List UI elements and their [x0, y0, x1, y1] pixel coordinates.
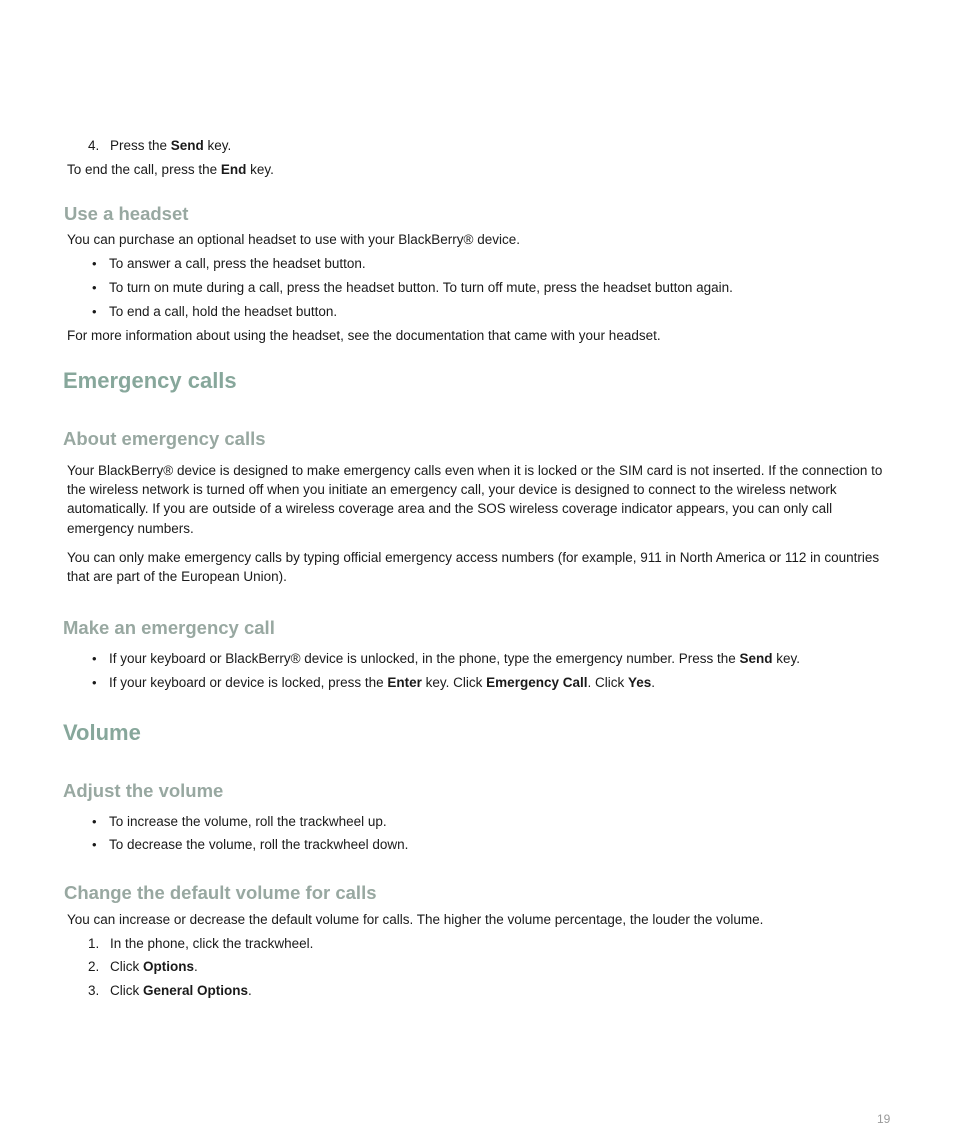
bullet-icon: •	[92, 814, 97, 829]
about-emergency-paragraph-2: You can only make emergency calls by typing official emergency access numbers (for example, 911 in North America or 112 in countries that are part of the European Union).	[67, 550, 880, 585]
use-headset-heading: Use a headset	[64, 203, 189, 224]
headset-intro: You can purchase an optional headset to use with your BlackBerry® device.	[67, 232, 520, 247]
step-number: 1.	[88, 936, 100, 951]
volume-heading: Volume	[63, 720, 141, 745]
bullet-icon: •	[92, 256, 97, 271]
send-key-label: Send	[170, 138, 204, 153]
headset-more-info: For more information about using the headset, see the documentation that came with your headset.	[67, 328, 661, 343]
list-item: • If your keyboard or device is locked, press the Enter key. Click Emergency Call. Click Yes.	[92, 675, 656, 690]
adjust-volume-heading: Adjust the volume	[63, 780, 224, 801]
step-number: 3.	[88, 983, 100, 998]
step-number: 2.	[88, 959, 100, 974]
emergency-calls-heading: Emergency calls	[63, 368, 237, 393]
about-emergency-heading: About emergency calls	[63, 428, 266, 449]
step-1: 1. In the phone, click the trackwheel.	[88, 936, 314, 951]
bullet-icon: •	[92, 837, 97, 852]
about-emergency-paragraph-1: Your BlackBerry® device is designed to make emergency calls even when it is locked or the SIM card is not inserted. If the connection to the wireless network is turned off when you initiate an emergency call, your device is designed to connect to the wireless network automatically. If you are outside of a wireless coverage area and the SOS wireless coverage indicator appears, you can only call emergency numbers.	[67, 463, 883, 536]
list-item: • To end a call, hold the headset button.	[92, 304, 338, 319]
bullet-icon: •	[92, 651, 97, 666]
list-item: • To answer a call, press the headset button.	[92, 256, 366, 271]
bullet-icon: •	[92, 280, 97, 295]
page-number: 19	[877, 1112, 891, 1126]
bullet-icon: •	[92, 675, 97, 690]
bullet-icon: •	[92, 304, 97, 319]
default-volume-intro: You can increase or decrease the default volume for calls. The higher the volume percentage, the louder the volume.	[67, 912, 764, 927]
step-2: 2. Click Options.	[88, 959, 198, 974]
step-number: 4.	[88, 138, 100, 153]
make-emergency-heading: Make an emergency call	[63, 617, 275, 638]
list-item: • To decrease the volume, roll the trackwheel down.	[92, 837, 409, 852]
list-item: • To turn on mute during a call, press the headset button. To turn off mute, press the headset button again.	[92, 280, 733, 295]
list-item: • To increase the volume, roll the trackwheel up.	[92, 814, 387, 829]
default-volume-heading: Change the default volume for calls	[64, 882, 377, 903]
step-4: 4. Press the Send key.	[88, 138, 232, 153]
end-key-label: End	[220, 162, 247, 177]
list-item: • If your keyboard or BlackBerry® device is unlocked, in the phone, type the emergency number. Press the Send key.	[92, 651, 801, 666]
step-3: 3. Click General Options.	[88, 983, 252, 998]
end-call-text: To end the call, press the End key.	[67, 162, 274, 177]
